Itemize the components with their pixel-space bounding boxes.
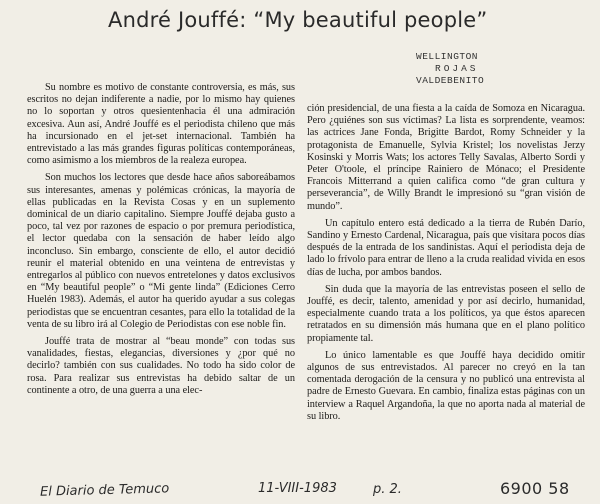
paragraph: Lo único lamentable es que Jouffé haya decidido omitir algunos de sus entrevistados. Al parecer no creyó en la tan comentada derogación de la censura y no publicó una entrevista al padre de Ernesto Guevara. En cambio, finaliza estas páginas con un interview a Raquel Argandoña, la que no aporta nada al material de su libro. (307, 349, 585, 422)
archive-code: 6900 58 (500, 479, 570, 498)
paragraph: ción presidencial, de una fiesta a la caída de Somoza en Nicaragua. Pero ¿quiénes son sus víctimas? La lista es sorprendente, veamos: las actrices Jane Fonda, Brigitte Bardot, Romy Schneider y la protagonista de Emanuelle, Sylvia Kristel; los novelistas Jerzy Kosinski y Morris Wats; los actores Telly Savalas, Alberto Sordi y Peter O'toole, el príncipe Rainiero de Mónaco; el Presidente Francois Mitterrand a quien califica como “de gran cultura y perseverancia”, de Willy Brandt le impresionó su “gran visión de mundo”. (307, 103, 585, 212)
paragraph: Jouffé trata de mostrar al “beau monde” con todas sus vanalidades, fiestas, elegancias, diversiones y ¿por qué no decirlo? también con sus cualidades. No todo ha sido color de rosa. Para realizar sus entrevistas ha debido saltar de un continente a otro, de una guerra a una elec- (27, 336, 295, 396)
paragraph: Sin duda que la mayoría de las entrevistas poseen el sello de Jouffé, es decir, talento, amenidad y por así decirlo, humanidad, especialmente cuando trata a los políticos, ya que éstos aparecen retratados en su dimensión más humana que en el plano político propiamente tal. (307, 283, 585, 344)
handwritten-source-note (30, 481, 598, 503)
byline (416, 51, 484, 87)
source-page: p. 2. (373, 482, 402, 497)
byline-line-3: VALDEBENITO (416, 75, 485, 86)
paragraph: Son muchos los lectores que desde hace años saboreábamos sus interesantes, amenas y polémicas crónicas, la mayoría de ellas publicadas en la Revista Cosas y en un suplemento dominical de un diario capitalino. Siempre Jouffé dejaba gusto a poco, tal vez por razones de espacio o por premura periodística, el lector quedaba con la sensación de haber leído algo inconcluso. Sin embargo, consciente de ello, el autor decidió reunir el material obtenido en una veintena de entrevistas y entregarlos al público con nuevos entretelones y datos exclusivos en “My beautiful people” o “Mi gente linda” (Ediciones Cerro Huelén 1983). Además, el autor ha querido ayudar a sus colegas periodistas que se encuentran cesantes, para ello la totalidad de la venta de su libro irá al Colegio de Periodistas con ese noble fin. (27, 172, 295, 330)
byline-line-2: ROJAS (435, 63, 479, 74)
article-title: André Jouffé: “My beautiful people” (108, 8, 488, 32)
paragraph: Su nombre es motivo de constante controversia, es más, sus escritos no dejan indiferente a nadie, por lo mismo hay quienes no lo soportan y otros quesientenhacia él una admiración excesiva. Aun así, André Jouffé es el periodista chileno que más ha incursionado en el jet-set internacional. También ha entrevistado a las más grandes figuras políticas contemporáneas, como asimismo a los miembros de la realeza europea. (27, 82, 295, 167)
article-column-right (307, 103, 585, 428)
byline-line-1: WELLINGTON (416, 51, 479, 62)
paragraph: Un capítulo entero está dedicado a la tierra de Rubén Darío, Sandino y Ernesto Cardenal, Nicaragua, país que visitara pocos días después de la entrada de los sandinistas. Aquí el periodista deja de lado lo frívolo para entrar de lleno a la cruda realidad vivida en esos días de lucha, por ambos bandos. (307, 217, 585, 278)
source-date: 11-VIII-1983 (258, 481, 337, 496)
article-column-left (27, 82, 295, 402)
source-publication: El Diario de Temuco (39, 481, 170, 500)
